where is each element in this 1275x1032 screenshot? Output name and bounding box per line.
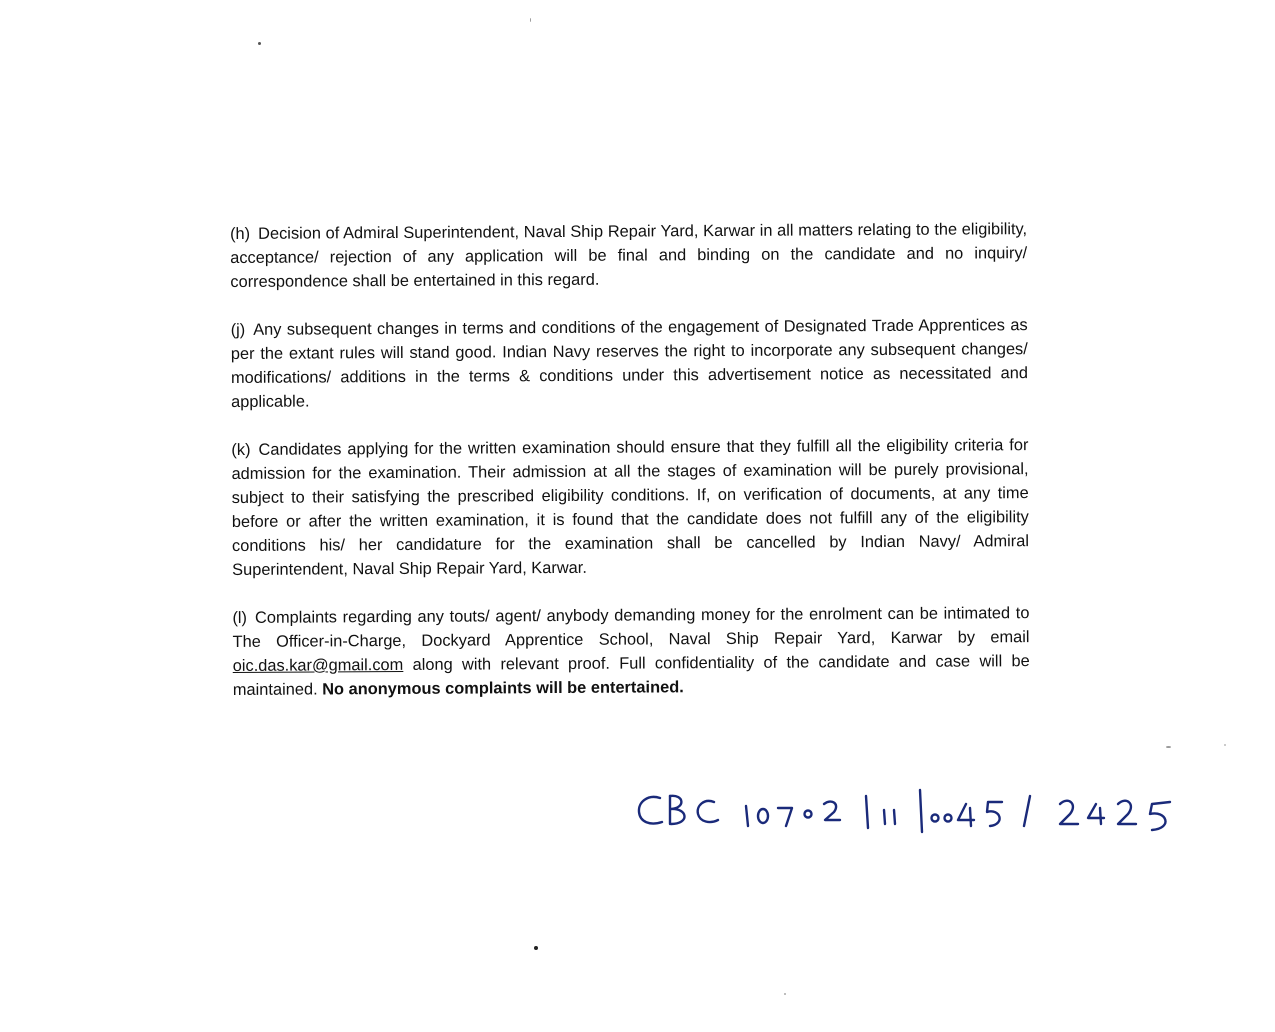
- clause-text: Complaints regarding any touts/ agent/ anybody demanding money for the enrolment can be intimated to The Officer-in-Charge, Dockyard Apprentice School, Naval Ship Repair Yard, Karwar by email: [232, 604, 1030, 651]
- clause-text: Candidates applying for the written examination should ensure that they fulfill all the eligibility criteria for admission for the examination. Their admission at all the stages of examination will be purely provisional, subject to their satisfying the prescribed eligibility conditions. If, on verification of documents, at any time before or after the written examination, it is found that the candidate does not fulfill any of the eligibility conditions his/ her candidature for the examination shall be cancelled by Indian Navy/ Admiral Superintendent, Naval Ship Repair Yard, Karwar.: [231, 436, 1030, 579]
- scan-speck: [784, 993, 786, 995]
- scan-speck: [534, 946, 538, 950]
- clause-text-continued: along with relevant proof. Full confidentiality of the candidate and case will be maintained.: [232, 652, 1030, 699]
- clause-h: [230, 217, 1027, 294]
- scan-speck: [530, 18, 531, 22]
- clause-j: [231, 313, 1029, 414]
- clause-k: [231, 433, 1029, 582]
- clause-marker: (k): [231, 440, 251, 459]
- clause-l: [232, 601, 1030, 702]
- scan-speck: [258, 42, 261, 45]
- clause-bold-warning: No anonymous complaints will be entertained.: [322, 678, 684, 699]
- clause-marker: (j): [230, 320, 246, 339]
- email-link[interactable]: oic.das.kar@gmail.com: [232, 655, 404, 675]
- clause-text: Any subsequent changes in terms and conditions of the engagement of Designated Trade Apprentices as per the extant rules will stand good. Indian Navy reserves the right to incorporate any subsequent changes/ modifications/ additions in the terms & conditions under this advertisement notice as necessitated and applicable.: [230, 316, 1028, 411]
- handwritten-reference-number: [630, 780, 1180, 840]
- clause-marker: (h): [230, 224, 251, 243]
- clause-marker: (l): [232, 608, 248, 627]
- scan-speck: [1224, 744, 1226, 746]
- scan-speck: [1166, 746, 1171, 748]
- clause-text: Decision of Admiral Superintendent, Naval Ship Repair Yard, Karwar in all matters relating to the eligibility, acceptance/ rejection of any application will be final and binding on the candidate and no inquiry/ correspondence shall be entertained in this regard.: [230, 220, 1028, 291]
- notice-clauses: [230, 217, 1030, 726]
